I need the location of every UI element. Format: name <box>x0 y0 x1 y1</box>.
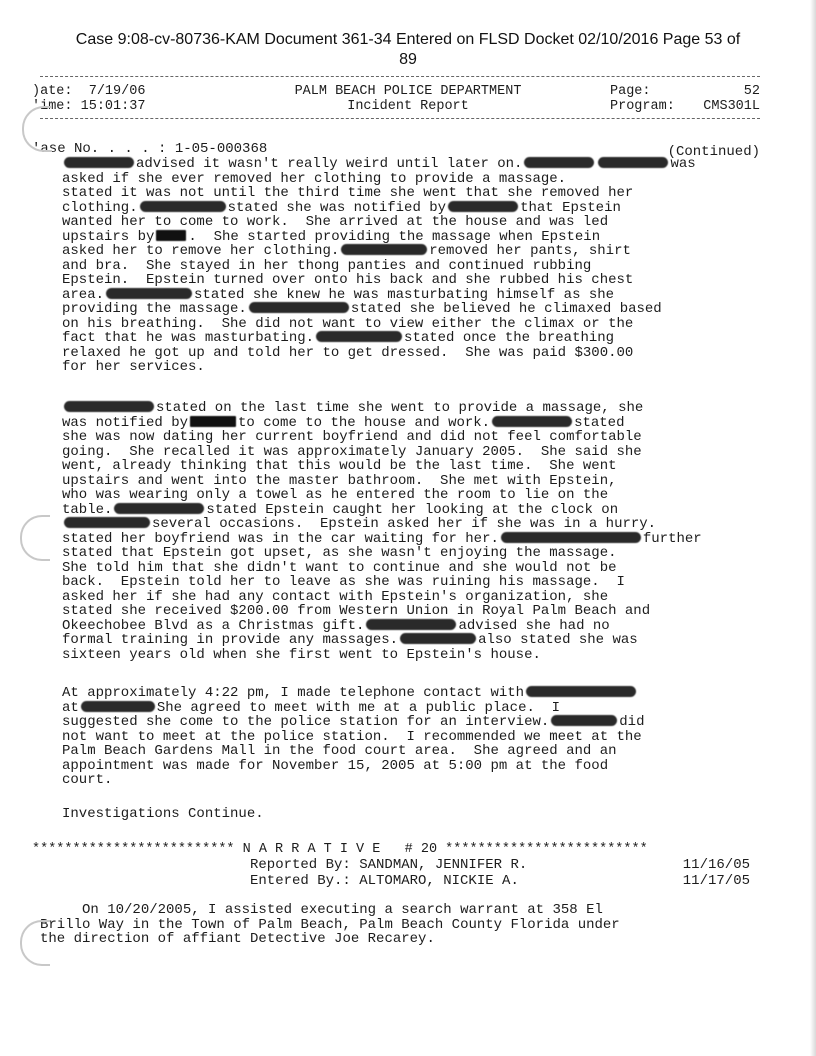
text-line <box>62 157 752 172</box>
redaction-mark <box>448 201 518 212</box>
redaction-mark <box>64 157 134 168</box>
text-segment: went, already thinking that this would be the last time. She went <box>62 458 617 474</box>
text-segment: clothing. <box>62 199 138 216</box>
header-divider-bottom <box>40 118 760 119</box>
text-segment: Epstein. Epstein turned over onto his back and she rubbed his chest <box>62 272 634 288</box>
redaction-mark <box>64 401 154 412</box>
case-label: 'ase No. . . . : <box>32 141 167 157</box>
paragraph-2 <box>62 401 752 662</box>
text-segment: stated <box>574 414 625 431</box>
text-segment: area. <box>62 286 105 303</box>
page-value: 52 <box>743 84 760 99</box>
text-segment: was <box>670 156 696 172</box>
redaction-mark <box>190 416 236 427</box>
text-segment: and bra. She stayed in her thong panties and continued rubbing <box>62 257 592 274</box>
case-number-line <box>32 141 772 160</box>
court-filing-line-2: 89 <box>399 51 417 68</box>
text-segment: stated she believed he climaxed based <box>350 301 662 317</box>
time-label: 'ime: <box>32 99 73 114</box>
text-line <box>62 517 752 532</box>
redaction-mark <box>526 686 636 697</box>
text-segment: relaxed he got up and told her to get dressed. She was paid $300.00 <box>62 344 634 361</box>
text-line <box>62 604 752 619</box>
text-line <box>62 360 752 375</box>
text-segment: court. <box>62 772 113 788</box>
text-line <box>62 488 752 503</box>
text-line <box>62 416 752 431</box>
closing-statement: Investigations Continue. <box>62 806 264 822</box>
text-segment: formal training in provide any massages. <box>62 632 399 648</box>
text-line <box>62 503 752 518</box>
text-segment: removed her pants, shirt <box>429 243 631 259</box>
text-segment: also stated she was <box>478 632 638 648</box>
redaction-mark <box>341 244 427 255</box>
narrative-banner: ************************* N A R R A T I V E # 20 ************************* <box>32 842 648 857</box>
program-value: CMS301L <box>703 99 760 114</box>
text-line <box>62 445 752 460</box>
redaction-mark <box>366 619 456 630</box>
text-line <box>62 346 752 361</box>
paragraph-3 <box>62 686 752 788</box>
date-label: )ate: <box>32 84 73 99</box>
continued-label: (Continued) <box>667 144 760 160</box>
text-line <box>62 331 752 346</box>
text-segment: not want to meet at the police station. I recommended we meet at the <box>62 728 642 745</box>
text-segment: going. She recalled it was approximately January 2005. She said she <box>62 443 642 460</box>
court-filing-line-1: Case 9:08-cv-80736-KAM Document 361-34 Entered on FLSD Docket 02/10/2016 Page 53 of <box>75 31 741 48</box>
text-line <box>62 546 752 561</box>
text-segment: did <box>619 714 645 730</box>
redaction-mark <box>114 503 204 514</box>
text-segment: appointment was made for November 15, 2005 at 5:00 pm at the food <box>62 757 609 774</box>
text-segment: to come to the house and work. <box>238 414 491 431</box>
text-line <box>62 230 752 245</box>
text-segment: asked if she ever removed her clothing to provide a massage. <box>62 170 567 187</box>
department-name: PALM BEACH POLICE DEPARTMENT <box>294 84 522 99</box>
text-segment: table. <box>62 501 113 518</box>
text-segment: stated that Epstein got upset, as she wasn't enjoying the massage. <box>62 545 617 561</box>
redaction-mark <box>492 416 572 427</box>
text-segment: stated on the last time she went to provide a massage, she <box>156 400 644 416</box>
text-line <box>62 532 752 547</box>
text-line: On 10/20/2005, I assisted executing a search warrant at 358 El <box>40 902 603 918</box>
program-label: Program: <box>610 99 675 114</box>
redaction-mark <box>524 157 594 168</box>
time-value: 15:01:37 <box>80 99 146 114</box>
text-segment: stated she knew he was masturbating himself as she <box>194 286 615 303</box>
text-segment: stated it was not until the third time she went that she removed her <box>62 185 634 201</box>
redaction-mark <box>156 230 186 241</box>
entered-by: Entered By.: ALTOMARO, NICKIE A. <box>250 873 519 889</box>
text-segment: several occasions. Epstein asked her if she was in a hurry. <box>152 516 657 532</box>
text-line <box>62 401 752 416</box>
redaction-mark <box>598 157 668 168</box>
text-segment: stated she was notified by <box>227 199 447 216</box>
text-segment: at <box>62 699 79 716</box>
text-line <box>62 186 752 201</box>
text-segment: advised she had no <box>458 617 610 634</box>
text-segment: sixteen years old when she first went to Epstein's house. <box>62 646 541 663</box>
text-line <box>62 459 752 474</box>
text-segment: asked her if she had any contact with Epstein's organization, she <box>62 588 609 605</box>
text-segment: back. Epstein told her to leave as she was ruining his massage. I <box>62 574 625 590</box>
text-line <box>62 575 752 590</box>
redaction-mark <box>106 288 192 299</box>
entered-date: 11/17/05 <box>682 873 750 889</box>
text-segment: At approximately 4:22 pm, I made telephone contact with <box>62 685 525 701</box>
text-line <box>62 730 752 745</box>
reported-date: 11/16/05 <box>682 857 750 873</box>
text-line <box>62 773 752 788</box>
redaction-mark <box>64 517 150 528</box>
text-segment: on his breathing. She did not want to view either the climax or the <box>62 315 634 332</box>
text-segment: Okeechobee Blvd as a Christmas gift. <box>62 617 365 634</box>
text-line <box>62 273 752 288</box>
text-line <box>62 619 752 634</box>
text-segment: wanted her to come to work. She arrived at the house and was led <box>62 214 609 230</box>
text-line <box>62 259 752 274</box>
narrative-entered-row <box>250 874 750 889</box>
text-segment: Palm Beach Gardens Mall in the food court area. She agreed and an <box>62 743 617 759</box>
paragraph-4 <box>40 903 730 947</box>
scan-page-edge <box>810 0 816 1056</box>
report-page-program <box>610 84 760 114</box>
text-line: the direction of affiant Detective Joe Recarey. <box>40 931 435 947</box>
text-line <box>62 715 752 730</box>
text-segment: stated her boyfriend was in the car waiting for her. <box>62 530 499 547</box>
text-line <box>62 648 752 663</box>
text-line <box>62 686 752 701</box>
text-segment: for her services. <box>62 359 205 375</box>
text-segment: She told him that she didn't want to continue and she would not be <box>62 559 617 576</box>
text-line <box>62 474 752 489</box>
text-segment: She agreed to meet with me at a public place. I <box>156 699 561 716</box>
text-line <box>62 744 752 759</box>
text-line <box>62 172 752 187</box>
text-line <box>62 317 752 332</box>
text-segment: further <box>642 530 702 547</box>
page-label: Page: <box>610 84 651 99</box>
text-line <box>62 288 752 303</box>
case-number: 1-05-000368 <box>174 141 268 157</box>
text-segment: that Epstein <box>520 199 621 216</box>
paragraph-1 <box>62 157 752 375</box>
text-line <box>62 430 752 445</box>
redaction-mark <box>400 633 476 644</box>
redaction-mark <box>501 532 641 543</box>
text-segment: who was wearing only a towel as he entered the room to lie on the <box>62 487 609 503</box>
text-line <box>62 201 752 216</box>
text-segment: providing the massage. <box>62 301 247 317</box>
text-line <box>62 590 752 605</box>
text-line <box>62 302 752 317</box>
text-line: Brillo Way in the Town of Palm Beach, Palm Beach County Florida under <box>40 916 620 933</box>
redaction-mark <box>81 701 155 712</box>
text-line <box>62 633 752 648</box>
date-value: 7/19/06 <box>88 84 146 99</box>
text-segment: upstairs and went into the master bathroom. She met with Epstein, <box>62 472 617 489</box>
redaction-mark <box>140 201 226 212</box>
text-line <box>62 701 752 716</box>
text-line <box>62 244 752 259</box>
text-segment: suggested she come to the police station for an interview. <box>62 714 550 730</box>
narrative-reported-row <box>250 858 750 873</box>
text-line <box>62 215 752 230</box>
text-segment: advised it wasn't really weird until later on. <box>136 156 523 172</box>
redaction-mark <box>316 331 402 342</box>
redaction-mark <box>551 715 617 726</box>
redaction-mark <box>249 302 349 313</box>
text-segment: she was now dating her current boyfriend and did not feel comfortable <box>62 429 642 445</box>
text-segment: upstairs by <box>62 228 155 245</box>
text-segment: asked her to remove her clothing. <box>62 243 340 259</box>
text-segment: stated once the breathing <box>404 330 615 346</box>
report-type: Incident Report <box>347 99 469 114</box>
text-segment: stated she received $200.00 from Western Union in Royal Palm Beach and <box>62 603 651 619</box>
reported-by: Reported By: SANDMAN, JENNIFER R. <box>250 857 528 873</box>
text-segment: was notified by <box>62 414 189 431</box>
text-segment: fact that he was masturbating. <box>62 330 315 346</box>
text-segment: stated Epstein caught her looking at the clock on <box>206 501 619 518</box>
header-divider-top <box>40 76 760 77</box>
text-line <box>62 561 752 576</box>
text-segment: . She started providing the massage when Epstein <box>188 228 601 245</box>
text-line <box>62 759 752 774</box>
